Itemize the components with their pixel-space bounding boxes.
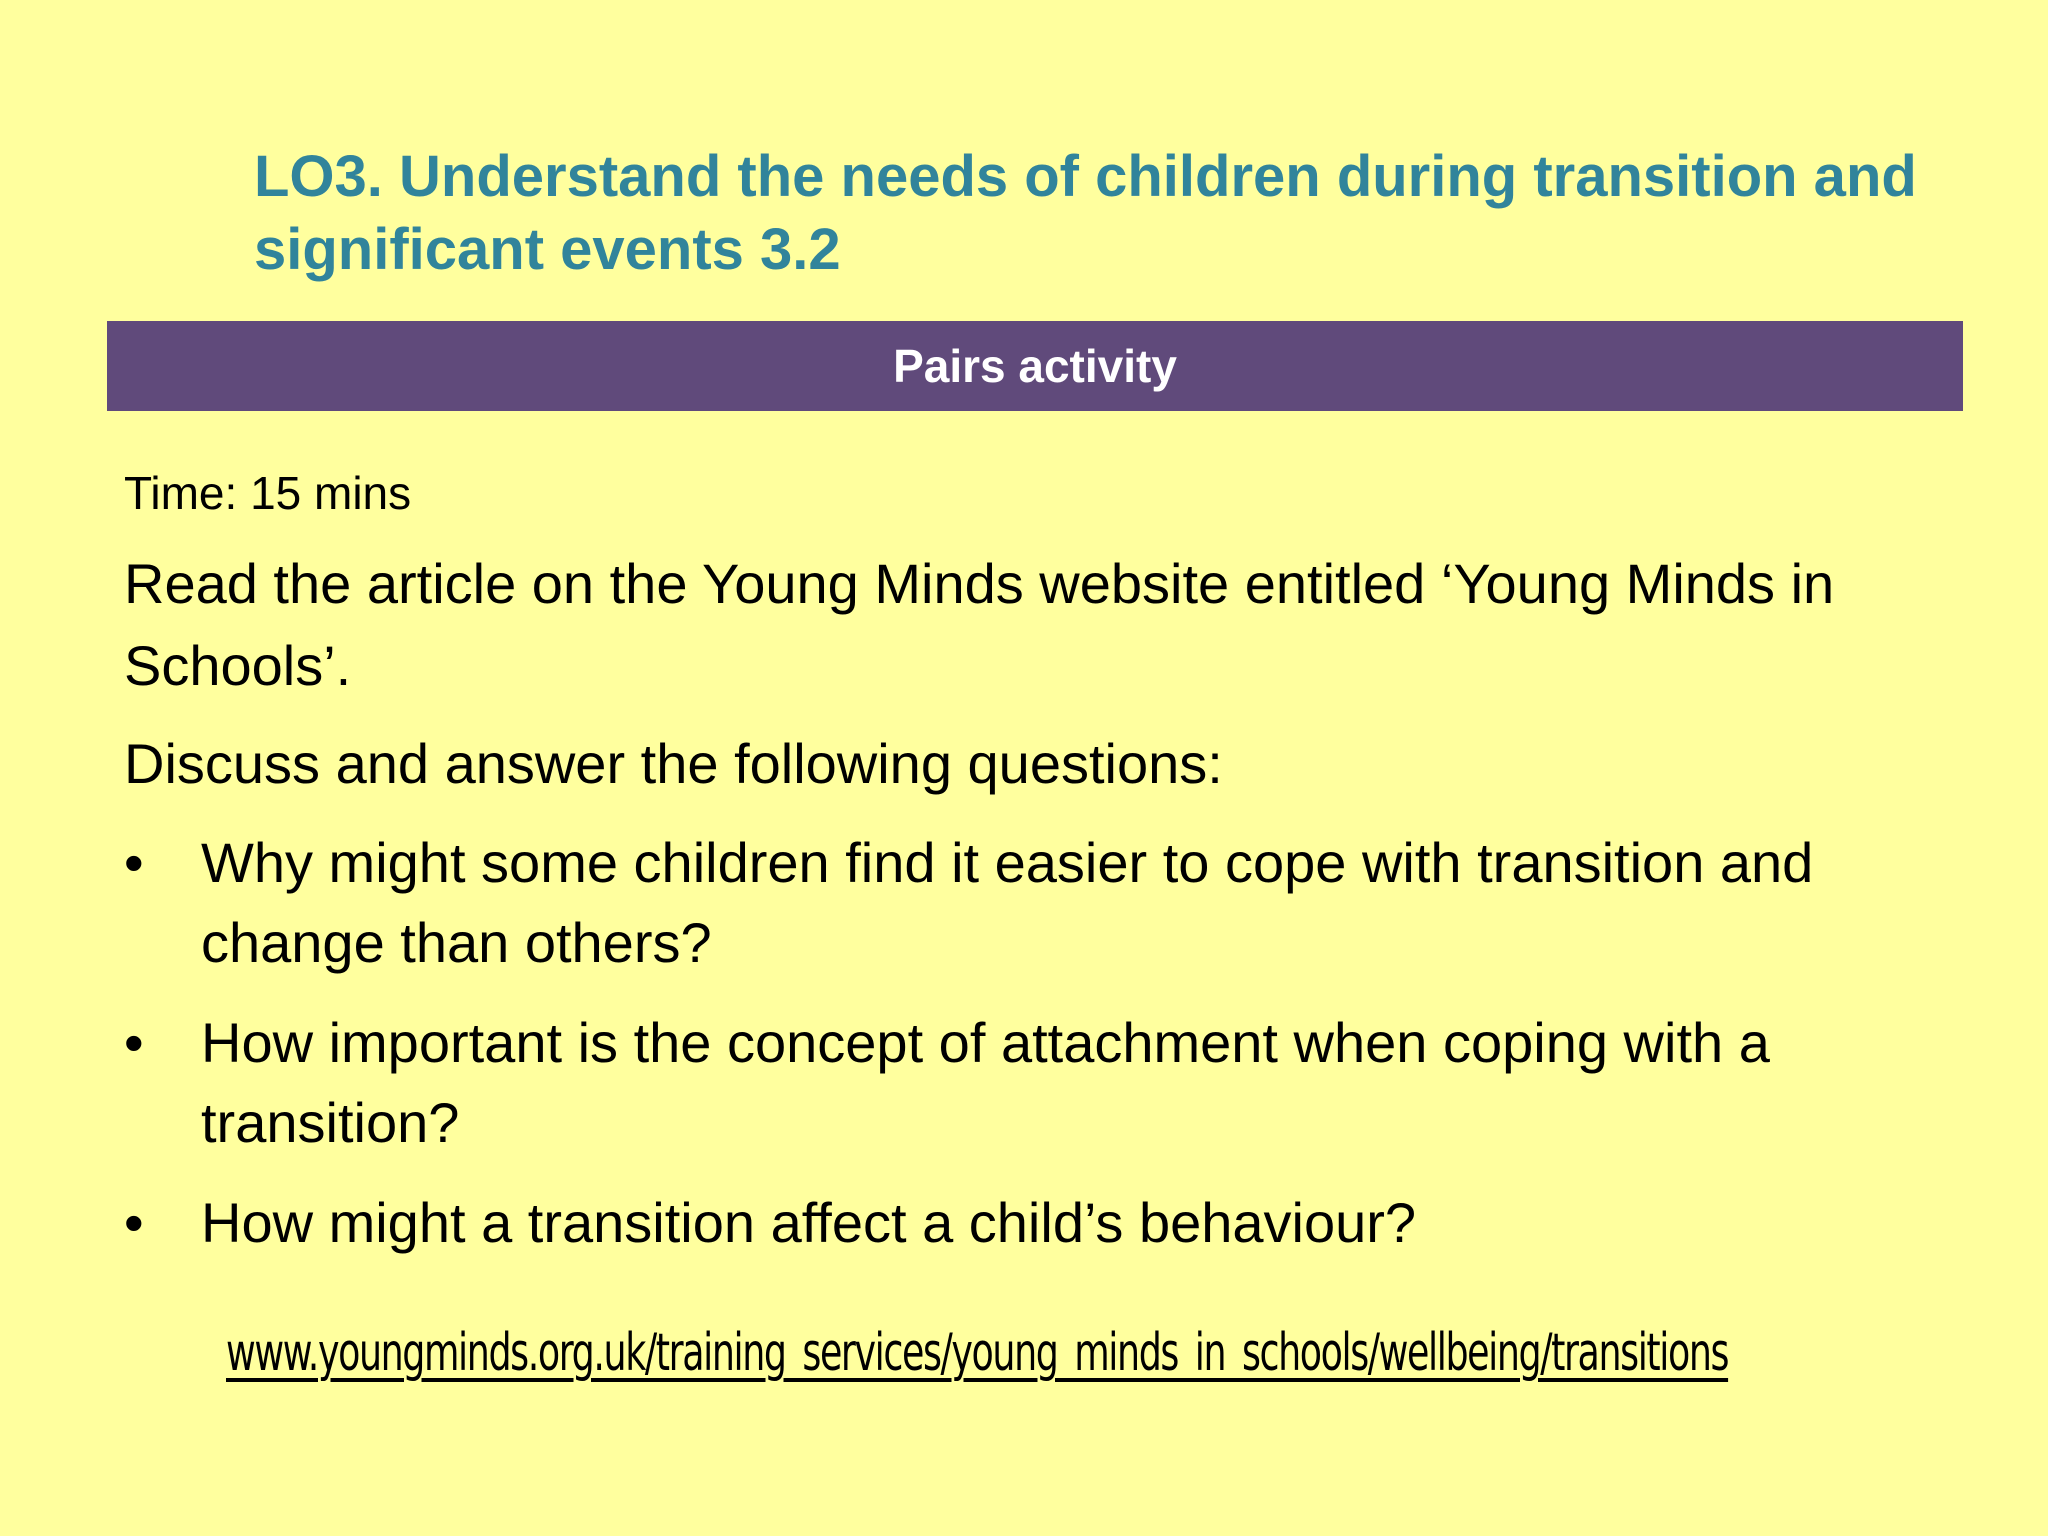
question-text: How important is the concept of attachment when coping with a transition?: [201, 1011, 1770, 1154]
question-text: How might a transition affect a child’s behaviour?: [201, 1191, 1417, 1254]
prompt-text: Discuss and answer the following questions:: [124, 732, 1223, 795]
website-link[interactable]: www.youngminds.org.uk/training_services/young_minds_in_schools/wellbeing/transitions: [226, 1323, 1729, 1383]
time-label: Time: 15 mins: [124, 467, 412, 519]
slide-title: LO3. Understand the needs of children during transition and significant events 3.2: [254, 144, 1917, 282]
question-text: Why might some children find it easier to cope with transition and change than others?: [201, 831, 1814, 974]
question-item: [124, 1003, 1984, 1163]
bullet-icon: •: [124, 1191, 144, 1254]
intro-text: Read the article on the Young Minds website entitled ‘Young Minds in Schools’.: [124, 552, 1835, 697]
bullet-icon: •: [124, 831, 144, 894]
question-list: [124, 823, 1984, 1283]
question-item: [124, 823, 1984, 983]
bullet-icon: •: [124, 1011, 144, 1074]
question-item: [124, 1183, 1984, 1263]
banner-label: Pairs activity: [893, 340, 1177, 392]
section-banner: [107, 321, 1963, 411]
